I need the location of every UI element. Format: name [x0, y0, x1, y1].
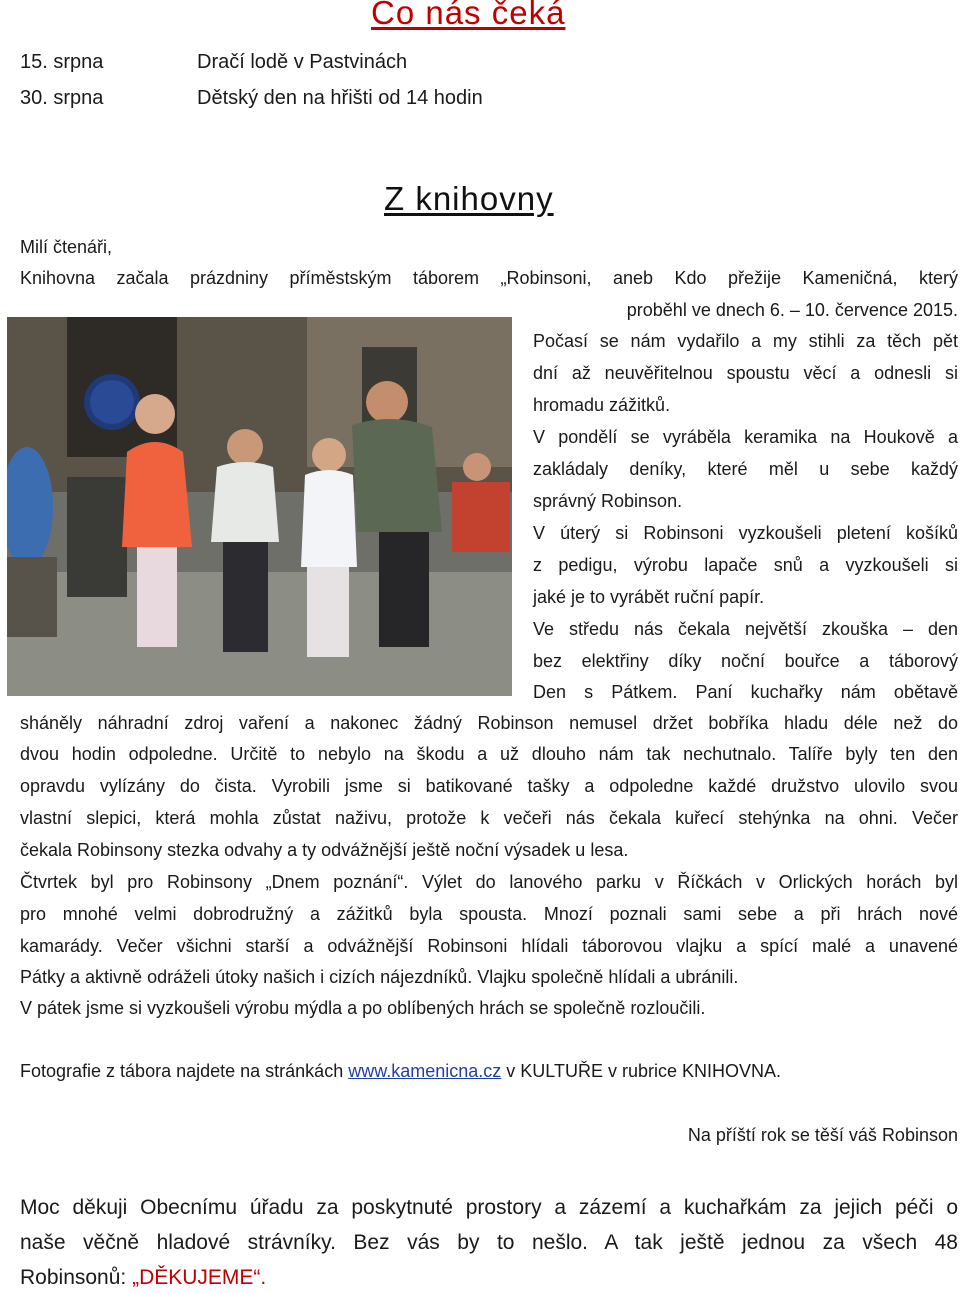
signoff: Na příští rok se těší váš Robinson: [687, 1125, 958, 1145]
closing-prefix: Robinsonů:: [20, 1266, 133, 1289]
event-date: 15. srpna: [20, 51, 104, 73]
website-link[interactable]: www.kamenicna.cz: [348, 1061, 502, 1081]
intro-line: proběhl ve dnech 6. – 10. července 2015.: [626, 300, 958, 320]
paragraph-line: Ve středu nás čekala největší zkouška – den: [533, 619, 958, 639]
paragraph-line: V pátek jsme si vyzkoušeli výrobu mýdla a po oblíbených hrách se společně rozloučili.: [20, 998, 706, 1018]
paragraph-line: čekala Robinsony stezka odvahy a ty odvážnější ještě noční výsadek u lesa.: [20, 840, 629, 860]
section-title-library: Z knihovny: [384, 180, 554, 217]
intro-line: Knihovna začala prázdniny příměstským táborem „Robinsoni, aneb Kdo přežije Kameničná, který: [20, 268, 958, 288]
paragraph-line: hromadu zážitků.: [533, 395, 671, 415]
closing-line: Moc děkuji Obecnímu úřadu za poskytnuté prostory a zázemí a kuchařkám za jejich péči o: [20, 1196, 958, 1219]
paragraph-line: dvou hodin odpoledne. Určitě to nebylo na škodu a už dlouho nám tak nechutnalo. Talíře byly ten den: [20, 744, 958, 764]
section-title-events: Co nás čeká: [371, 0, 566, 31]
paragraph-line: bez elektřiny díky noční bouřce a táborový: [533, 651, 958, 671]
paragraph-line: Pátky a aktivně odráželi útoky našich i cizích nájezdníků. Vlajku společně hlídali a ubránili.: [20, 967, 739, 987]
event-name: Dračí lodě v Pastvinách: [197, 51, 408, 73]
paragraph-line: kamarády. Večer všichni starší a odvážnější Robinsoni hlídali táborovou vlajku a spící malé a unavené: [20, 936, 958, 956]
paragraph-line: Den s Pátkem. Paní kuchařky nám obětavě: [533, 682, 958, 702]
paragraph-line: pro mnohé velmi dobrodružný a zážitků byla spousta. Mnozí poznali sami sebe a při hrách nové: [20, 904, 958, 924]
paragraph-line: Počasí se nám vydařilo a my stihli za těch pět: [533, 331, 958, 351]
paragraph-line: Čtvrtek byl pro Robinsony „Dnem poznání“. Výlet do lanového parku v Říčkách v Orlických horách byl: [20, 872, 958, 892]
paragraph-line: V pondělí se vyráběla keramika na Houkově a: [533, 427, 958, 447]
paragraph-line: správný Robinson.: [533, 491, 683, 511]
closing-last-line: [20, 1265, 958, 1291]
closing-line: naše věčně hladové strávníky. Bez vás by to nešlo. A tak ještě jednou za všech 48: [20, 1231, 958, 1254]
photos-note: [20, 1060, 958, 1082]
paragraph-line: V úterý si Robinsoni vyzkoušeli pletení košíků: [533, 523, 958, 543]
photos-note-after: v KULTUŘE v rubrice KNIHOVNA.: [501, 1061, 781, 1081]
paragraph-line: sháněly náhradní zdroj vaření a nakonec žádný Robinson nemusel držet bobříka hladu déle než do: [20, 713, 958, 733]
paragraph-line: dní až neuvěřitelnou spoustu věcí a odnesli si: [533, 363, 958, 383]
greeting: Milí čtenáři,: [20, 237, 113, 257]
camp-photo-illustration: [7, 317, 512, 696]
paragraph-line: jaké je to vyrábět ruční papír.: [533, 587, 765, 607]
thanks-text: „DĚKUJEME“.: [132, 1266, 267, 1289]
event-name: Dětský den na hřišti od 14 hodin: [197, 87, 483, 109]
paragraph-line: opravdu vylízány do čista. Vyrobili jsme si batikované tašky a odpoledne každé družstvo ulovilo svou: [20, 776, 958, 796]
paragraph-line: z pedigu, výrobu lapače snů a vyzkoušeli si: [533, 555, 958, 575]
photos-note-before: Fotografie z tábora najdete na stránkách: [20, 1061, 349, 1081]
event-date: 30. srpna: [20, 87, 104, 109]
camp-photo: [7, 317, 512, 696]
paragraph-line: vlastní slepici, která mohla zůstat naživu, protože k večeři nás čekala kuřecí stehýnka na ohni. Večer: [20, 808, 958, 828]
paragraph-line: zakládaly deníky, které měl u sebe každý: [533, 459, 958, 479]
